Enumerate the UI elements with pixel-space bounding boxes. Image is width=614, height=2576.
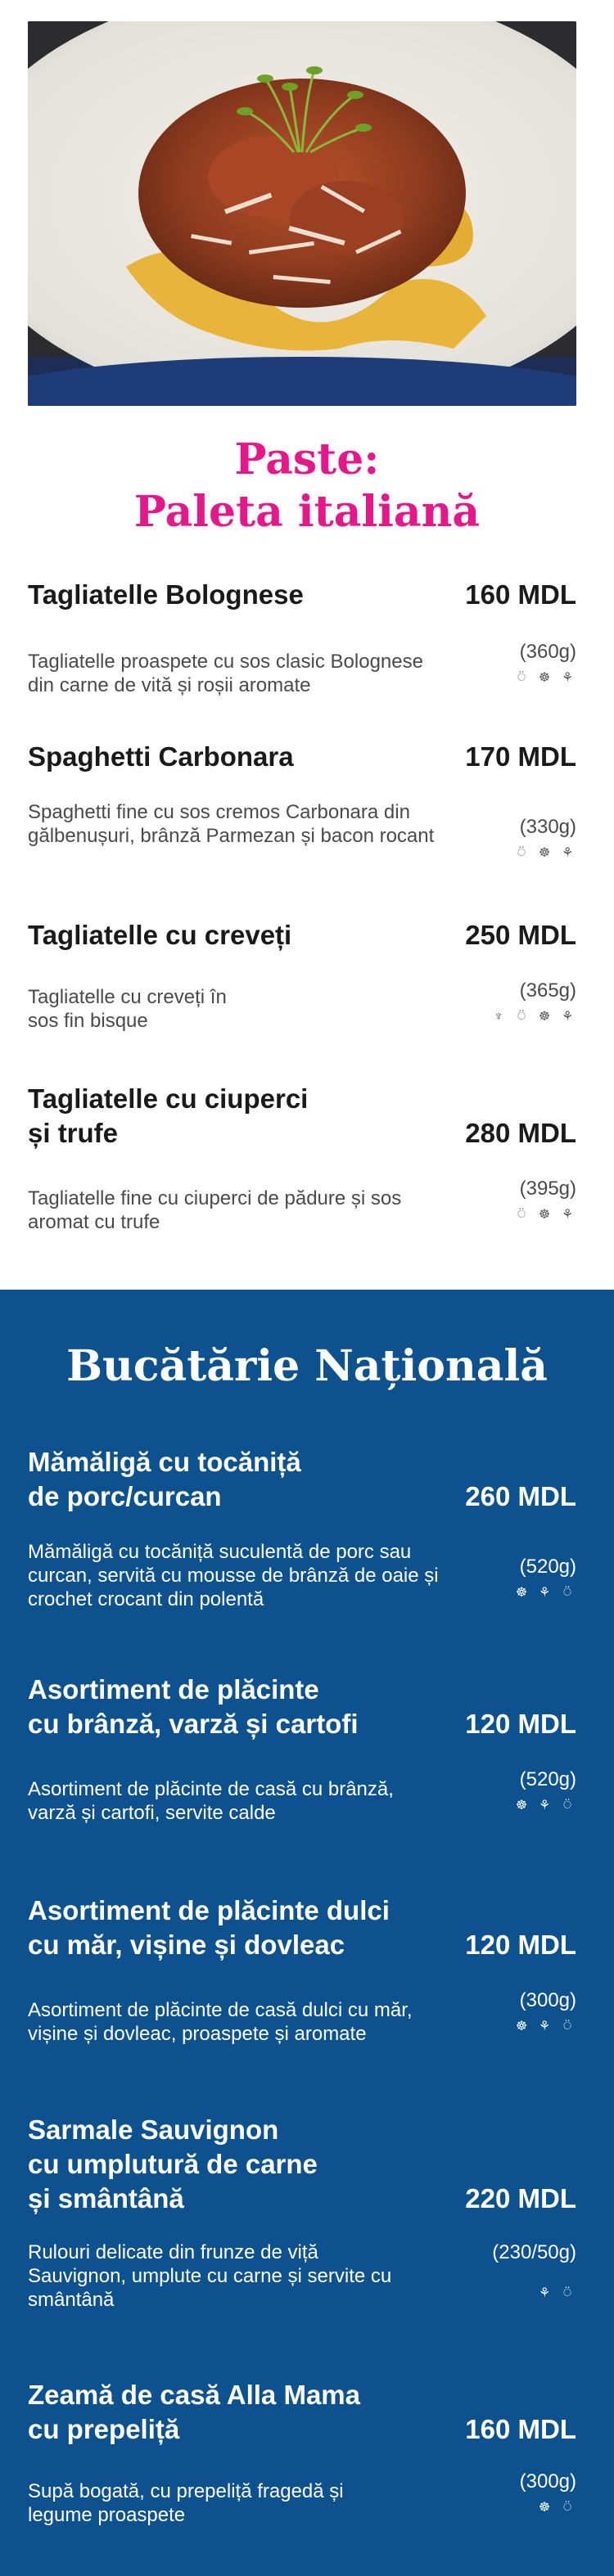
item-name: Tagliatelle cu creveți: [28, 920, 292, 950]
item-description: Tagliatelle cu creveți în sos fin bisque: [28, 986, 227, 1032]
menu-item: [28, 2378, 576, 2542]
gluten-icon: ⍥: [517, 1208, 526, 1222]
item-price: 250 MDL: [465, 920, 576, 950]
item-name: [28, 1673, 359, 1741]
dairy-icon: ☸: [515, 1586, 528, 1600]
dairy-icon: ☸: [538, 846, 551, 860]
allergen-icons: [512, 2018, 576, 2038]
item-price: 160 MDL: [465, 2414, 576, 2444]
gluten-icon: ⍥: [563, 2286, 571, 2300]
shellfish-icon: ♆: [494, 1010, 503, 1024]
item-name-line-1: Asortiment de plăcinte: [28, 1674, 319, 1705]
gluten-icon: ⍥: [517, 846, 526, 860]
item-name-line-1: Asortiment de plăcinte dulci: [28, 1895, 390, 1925]
item-name: [28, 1445, 301, 1514]
pasta-photo: [28, 21, 576, 406]
item-name-line-2: cu umplutură de carne: [28, 2149, 318, 2179]
item-weight: (300g): [519, 1989, 576, 2011]
dairy-icon: ☸: [515, 1799, 528, 1813]
celery-icon: ⚘: [561, 671, 574, 685]
item-description: Tagliatelle proaspete cu sos clasic Bolognese din carne de vită și roșii aromate: [28, 651, 423, 696]
item-description: Spaghetti fine cu sos cremos Carbonara din gălbenușuri, brânză Parmezan și bacon rocant: [28, 801, 435, 847]
allergen-icons: [535, 2499, 576, 2519]
item-description: Asortiment de plăcinte de casă dulci cu măr, vișine și dovleac, proaspete și aromate: [28, 1999, 413, 2045]
item-weight: (360g): [519, 641, 576, 663]
menu-item: [28, 1445, 576, 1625]
menu-item: [28, 2113, 576, 2326]
item-price: 120 MDL: [465, 1930, 576, 1960]
item-name-line-2: cu măr, vișine și dovleac: [28, 1930, 345, 1960]
menu-item: [28, 1673, 576, 1836]
dairy-icon: ☸: [538, 1010, 551, 1024]
item-name: Spaghetti Carbonara: [28, 741, 294, 772]
menu-item: [28, 740, 576, 879]
allergen-icons: [512, 1797, 576, 1817]
dairy-icon: ☸: [515, 2020, 528, 2033]
celery-icon: ⚘: [561, 1010, 574, 1024]
item-weight: (395g): [519, 1178, 576, 1200]
item-name: [28, 2378, 360, 2447]
item-name: [28, 1894, 390, 1962]
gluten-icon: ⍥: [563, 2501, 571, 2515]
celery-icon: ⚘: [561, 1208, 574, 1222]
item-description: Tagliatelle fine cu ciuperci de pădure și sos aromat cu trufe: [28, 1187, 402, 1233]
item-name-line-2: cu prepeliță: [28, 2414, 180, 2444]
celery-icon: ⚘: [538, 2020, 551, 2033]
dairy-icon: ☸: [538, 2501, 551, 2515]
gluten-icon: ⍥: [563, 2020, 571, 2033]
title-line-1: Paste:: [234, 435, 380, 484]
item-price: 280 MDL: [465, 1118, 576, 1148]
item-weight: (230/50g): [492, 2241, 576, 2263]
allergen-icons: [535, 2285, 576, 2304]
item-description: Rulouri delicate din frunze de viță Sauvignon, umplute cu carne și servite cu smântână: [28, 2241, 392, 2311]
gluten-icon: ⍥: [563, 1586, 571, 1600]
item-weight: (330g): [519, 816, 576, 838]
celery-icon: ⚘: [538, 1586, 551, 1600]
item-description: Mămăligă cu tocăniță suculentă de porc sau curcan, servită cu mousse de brânză de oaie și crochet crocant din polentă: [28, 1541, 439, 1610]
dairy-icon: ☸: [538, 671, 551, 685]
menu-item: [28, 578, 576, 700]
item-description: Asortiment de plăcinte de casă cu brânză, varză și cartofi, servite calde: [28, 1778, 394, 1824]
item-weight: (520g): [519, 1556, 576, 1578]
item-price: 120 MDL: [465, 1709, 576, 1739]
item-name-line-1: Sarmale Sauvignon: [28, 2114, 279, 2145]
celery-icon: ⚘: [538, 2286, 551, 2300]
item-name: [28, 2113, 318, 2216]
item-weight: (365g): [519, 980, 576, 1002]
menu-item: [28, 1082, 576, 1245]
item-weight: (300g): [519, 2470, 576, 2493]
item-name-line-3: și smântână: [28, 2183, 184, 2213]
egg-icon: ⚘: [561, 846, 574, 860]
item-weight: (520g): [519, 1768, 576, 1790]
allergen-icons: [512, 669, 576, 689]
title-line-2: Paleta italiană: [133, 487, 481, 537]
menu-item: [28, 1894, 576, 2057]
item-name: [28, 1082, 308, 1151]
item-name: Tagliatelle Bolognese: [28, 579, 304, 610]
section-title-pasta: [0, 434, 614, 538]
allergen-icons: [512, 844, 576, 864]
allergen-icons: [490, 1008, 576, 1028]
dairy-icon: ☸: [538, 1208, 551, 1222]
allergen-icons: [512, 1206, 576, 1226]
allergen-icons: [512, 1584, 576, 1604]
menu-item: [28, 918, 576, 1041]
gluten-icon: ⍥: [563, 1799, 571, 1813]
item-name-line-2: și trufe: [28, 1118, 119, 1148]
item-name-line-1: Mămăligă cu tocăniță: [28, 1447, 301, 1477]
item-price: 220 MDL: [465, 2183, 576, 2213]
item-price: 170 MDL: [465, 741, 576, 772]
item-name-line-2: cu brânză, varză și cartofi: [28, 1709, 359, 1739]
gluten-icon: ⍥: [517, 1010, 526, 1024]
item-name-line-1: Tagliatelle cu ciuperci: [28, 1083, 309, 1114]
item-name-line-2: de porc/curcan: [28, 1481, 222, 1511]
item-price: 160 MDL: [465, 579, 576, 610]
gluten-icon: ⍥: [517, 671, 526, 685]
item-description: Supă bogată, cu prepeliță fragedă și legume proaspete: [28, 2480, 344, 2526]
celery-icon: ⚘: [538, 1799, 551, 1813]
item-price: 260 MDL: [465, 1481, 576, 1511]
section-title-national: Bucătărie Națională: [66, 1341, 548, 1391]
item-name-line-1: Zeamă de casă Alla Mama: [28, 2380, 360, 2410]
